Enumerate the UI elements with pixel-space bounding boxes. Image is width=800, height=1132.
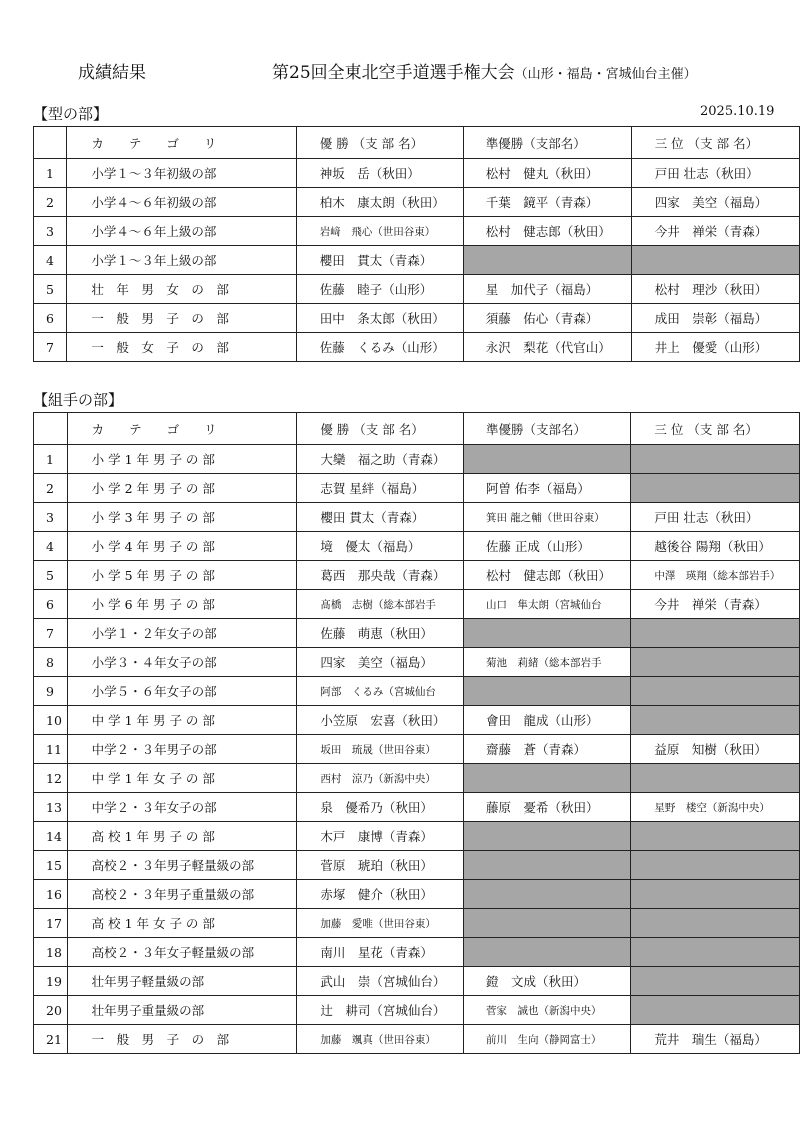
row-number: 7 — [34, 619, 68, 648]
header-third: 三 位 （支 部 名） — [631, 127, 799, 159]
second-place-cell — [463, 764, 630, 793]
first-place-cell: 泉 優希乃（秋田） — [297, 793, 464, 822]
third-place-cell: 今井 禅栄（青森） — [631, 217, 799, 246]
second-place-cell: 須藤 佑心（青森） — [463, 304, 631, 333]
first-place-cell: 佐藤 くるみ（山形） — [296, 333, 463, 362]
category-cell: 中 学 1 年 女 子 の 部 — [67, 764, 297, 793]
kumite-results-table — [33, 412, 800, 1054]
row-number: 9 — [34, 677, 68, 706]
third-place-cell — [631, 246, 799, 275]
category-cell: 小学１・２年女子の部 — [67, 619, 297, 648]
first-place-cell: 坂田 琉晟（世田谷東） — [297, 735, 464, 764]
first-place-cell: 佐藤 萌恵（秋田） — [297, 619, 464, 648]
second-place-cell: 佐藤 正成（山形） — [463, 532, 630, 561]
table-row — [34, 851, 800, 880]
third-place-cell — [631, 909, 800, 938]
table-row — [34, 735, 800, 764]
third-place-cell — [631, 938, 800, 967]
third-place-cell — [631, 677, 800, 706]
header-third: 三 位 （支 部 名） — [631, 413, 800, 445]
row-number: 1 — [34, 445, 68, 474]
table-row — [34, 503, 800, 532]
category-cell: 小 学 3 年 男 子 の 部 — [67, 503, 297, 532]
row-number: 3 — [34, 503, 68, 532]
table-row — [34, 764, 800, 793]
second-place-cell: 齋藤 蒼（青森） — [463, 735, 630, 764]
header-first: 優 勝 （支 部 名） — [297, 413, 464, 445]
header-no-cell — [34, 413, 68, 445]
row-number: 21 — [34, 1025, 68, 1054]
third-place-cell: 益原 知樹（秋田） — [631, 735, 800, 764]
row-number: 12 — [34, 764, 68, 793]
row-number: 17 — [34, 909, 68, 938]
second-place-cell — [463, 851, 630, 880]
tournament-title — [272, 58, 697, 83]
row-number: 19 — [34, 967, 68, 996]
category-cell: 中学２・３年女子の部 — [67, 793, 297, 822]
tournament-name: 第25回全東北空手道選手権大会 — [272, 63, 515, 83]
third-place-cell — [631, 996, 800, 1025]
category-cell: 小 学 2 年 男 子 の 部 — [67, 474, 297, 503]
table-row — [34, 159, 800, 188]
second-place-cell: 千葉 鏡平（青森） — [463, 188, 631, 217]
third-place-cell — [631, 967, 800, 996]
second-place-cell: 永沢 梨花（代官山） — [463, 333, 631, 362]
category-cell: 壮 年 男 女 の 部 — [67, 275, 296, 304]
table-row — [34, 532, 800, 561]
tournament-hosts: （山形・福島・宮城仙台主催） — [514, 67, 697, 82]
first-place-cell: 西村 涼乃（新潟中央） — [297, 764, 464, 793]
row-number: 7 — [34, 333, 67, 362]
table-row — [34, 677, 800, 706]
category-cell: 高 校 1 年 男 子 の 部 — [67, 822, 297, 851]
first-place-cell: 田中 条太郎（秋田） — [296, 304, 463, 333]
third-place-cell: 中澤 瑛翔（総本部岩手） — [631, 561, 800, 590]
first-place-cell: 辻 耕司（宮城仙台） — [297, 996, 464, 1025]
table-row — [34, 561, 800, 590]
row-number: 18 — [34, 938, 68, 967]
first-place-cell: 四家 美空（福島） — [297, 648, 464, 677]
first-place-cell: 佐藤 睦子（山形） — [296, 275, 463, 304]
second-place-cell: 鐙 文成（秋田） — [463, 967, 630, 996]
category-cell: 一 般 男 子 の 部 — [67, 1025, 297, 1054]
third-place-cell — [631, 648, 800, 677]
category-cell: 中 学 1 年 男 子 の 部 — [67, 706, 297, 735]
row-number: 10 — [34, 706, 68, 735]
row-number: 1 — [34, 159, 67, 188]
third-place-cell — [631, 474, 800, 503]
third-place-cell: 今井 禅栄（青森） — [631, 590, 800, 619]
second-place-cell: 松村 健志郎（秋田） — [463, 561, 630, 590]
row-number: 6 — [34, 304, 67, 333]
table-row — [34, 793, 800, 822]
row-number: 13 — [34, 793, 68, 822]
header-category: カ テ ゴ リ — [67, 127, 296, 159]
row-number: 11 — [34, 735, 68, 764]
table-row — [34, 333, 800, 362]
category-cell: 小学４～６年初級の部 — [67, 188, 296, 217]
second-place-cell: 阿曽 佑李（福島） — [463, 474, 630, 503]
table-row — [34, 706, 800, 735]
header-row — [34, 413, 800, 445]
third-place-cell: 松村 理沙（秋田） — [631, 275, 799, 304]
category-cell: 中学２・３年男子の部 — [67, 735, 297, 764]
second-place-cell — [463, 909, 630, 938]
first-place-cell: 木戸 康博（青森） — [297, 822, 464, 851]
kumite-section-label: 【組手の部】 — [33, 391, 124, 409]
category-cell: 一 般 男 子 の 部 — [67, 304, 296, 333]
first-place-cell: 小笠原 宏喜（秋田） — [297, 706, 464, 735]
first-place-cell: 境 優太（福島） — [297, 532, 464, 561]
first-place-cell: 志賀 星絆（福島） — [297, 474, 464, 503]
row-number: 16 — [34, 880, 68, 909]
second-place-cell — [463, 822, 630, 851]
row-number: 2 — [34, 188, 67, 217]
row-number: 4 — [34, 246, 67, 275]
first-place-cell: 大欒 福之助（青森） — [297, 445, 464, 474]
third-place-cell — [631, 764, 800, 793]
second-place-cell: 山口 隼太朗（宮城仙台 — [463, 590, 630, 619]
header-first: 優 勝 （支 部 名） — [296, 127, 463, 159]
second-place-cell — [463, 677, 630, 706]
category-cell: 高校２・３年男子重量級の部 — [67, 880, 297, 909]
second-place-cell — [463, 938, 630, 967]
table-row — [34, 648, 800, 677]
category-cell: 小学５・６年女子の部 — [67, 677, 297, 706]
table-row — [34, 445, 800, 474]
table-row — [34, 217, 800, 246]
results-label: 成績結果 — [78, 63, 146, 83]
row-number: 14 — [34, 822, 68, 851]
table-row — [34, 246, 800, 275]
first-place-cell: 柏木 康太朗（秋田） — [296, 188, 463, 217]
third-place-cell: 成田 崇彰（福島） — [631, 304, 799, 333]
header-category: カ テ ゴ リ — [67, 413, 297, 445]
kata-results-table — [33, 126, 800, 362]
category-cell: 高 校 1 年 女 子 の 部 — [67, 909, 297, 938]
first-place-cell: 南川 星花（青森） — [297, 938, 464, 967]
table-row — [34, 1025, 800, 1054]
third-place-cell — [631, 822, 800, 851]
row-number: 4 — [34, 532, 68, 561]
category-cell: 小 学 4 年 男 子 の 部 — [67, 532, 297, 561]
third-place-cell: 荒井 瑞生（福島） — [631, 1025, 800, 1054]
first-place-cell: 櫻田 貫太（青森） — [296, 246, 463, 275]
row-number: 6 — [34, 590, 68, 619]
table-row — [34, 909, 800, 938]
first-place-cell: 櫻田 貫太（青森） — [297, 503, 464, 532]
first-place-cell: 武山 崇（宮城仙台） — [297, 967, 464, 996]
first-place-cell: 岩﨑 飛心（世田谷東） — [296, 217, 463, 246]
category-cell: 小学１～３年初級の部 — [67, 159, 296, 188]
row-number: 20 — [34, 996, 68, 1025]
table-row — [34, 938, 800, 967]
third-place-cell: 四家 美空（福島） — [631, 188, 799, 217]
table-row — [34, 304, 800, 333]
row-number: 15 — [34, 851, 68, 880]
table-row — [34, 967, 800, 996]
table-row — [34, 880, 800, 909]
row-number: 5 — [34, 561, 68, 590]
second-place-cell: 會田 龍成（山形） — [463, 706, 630, 735]
table-row — [34, 188, 800, 217]
category-cell: 壮年男子軽量級の部 — [67, 967, 297, 996]
first-place-cell: 加藤 愛唯（世田谷東） — [297, 909, 464, 938]
table-row — [34, 822, 800, 851]
category-cell: 小学１～３年上級の部 — [67, 246, 296, 275]
third-place-cell — [631, 706, 800, 735]
second-place-cell: 箕田 龍之輔（世田谷東） — [463, 503, 630, 532]
second-place-cell: 松村 健志郎（秋田） — [463, 217, 631, 246]
third-place-cell: 星野 楼空（新潟中央） — [631, 793, 800, 822]
second-place-cell: 松村 健丸（秋田） — [463, 159, 631, 188]
second-place-cell: 前川 生向（静岡富士） — [463, 1025, 630, 1054]
table-row — [34, 590, 800, 619]
header-row — [34, 127, 800, 159]
table-row — [34, 474, 800, 503]
first-place-cell: 阿部 くるみ（宮城仙台 — [297, 677, 464, 706]
second-place-cell: 藤原 憂希（秋田） — [463, 793, 630, 822]
second-place-cell: 菊池 莉緒（総本部岩手 — [463, 648, 630, 677]
category-cell: 小 学 6 年 男 子 の 部 — [67, 590, 297, 619]
event-date: 2025.10.19 — [700, 104, 775, 119]
first-place-cell: 葛西 那央哉（青森） — [297, 561, 464, 590]
header-no-cell — [34, 127, 67, 159]
third-place-cell: 戸田 壮志（秋田） — [631, 159, 799, 188]
third-place-cell: 井上 優愛（山形） — [631, 333, 799, 362]
row-number: 8 — [34, 648, 68, 677]
second-place-cell: 星 加代子（福島） — [463, 275, 631, 304]
third-place-cell — [631, 880, 800, 909]
category-cell: 小 学 1 年 男 子 の 部 — [67, 445, 297, 474]
table-row — [34, 275, 800, 304]
row-number: 2 — [34, 474, 68, 503]
table-row — [34, 619, 800, 648]
category-cell: 壮年男子重量級の部 — [67, 996, 297, 1025]
second-place-cell: 菅家 誠也（新潟中央） — [463, 996, 630, 1025]
third-place-cell — [631, 445, 800, 474]
third-place-cell — [631, 851, 800, 880]
second-place-cell — [463, 445, 630, 474]
first-place-cell: 加藤 颯真（世田谷東） — [297, 1025, 464, 1054]
category-cell: 小学４～６年上級の部 — [67, 217, 296, 246]
category-cell: 小学３・４年女子の部 — [67, 648, 297, 677]
third-place-cell: 戸田 壮志（秋田） — [631, 503, 800, 532]
kata-section-label: 【型の部】 — [33, 105, 109, 123]
row-number: 3 — [34, 217, 67, 246]
first-place-cell: 菅原 琥珀（秋田） — [297, 851, 464, 880]
third-place-cell — [631, 619, 800, 648]
table-row — [34, 996, 800, 1025]
header-second: 準優勝（支部名） — [463, 413, 630, 445]
second-place-cell — [463, 619, 630, 648]
category-cell: 一 般 女 子 の 部 — [67, 333, 296, 362]
row-number: 5 — [34, 275, 67, 304]
first-place-cell: 神坂 岳（秋田） — [296, 159, 463, 188]
category-cell: 高校２・３年男子軽量級の部 — [67, 851, 297, 880]
third-place-cell: 越後谷 陽翔（秋田） — [631, 532, 800, 561]
first-place-cell: 赤塚 健介（秋田） — [297, 880, 464, 909]
category-cell: 小 学 5 年 男 子 の 部 — [67, 561, 297, 590]
category-cell: 高校２・３年女子軽量級の部 — [67, 938, 297, 967]
second-place-cell — [463, 246, 631, 275]
second-place-cell — [463, 880, 630, 909]
first-place-cell: 髙橋 志樹（総本部岩手 — [297, 590, 464, 619]
header-second: 準優勝（支部名） — [463, 127, 631, 159]
